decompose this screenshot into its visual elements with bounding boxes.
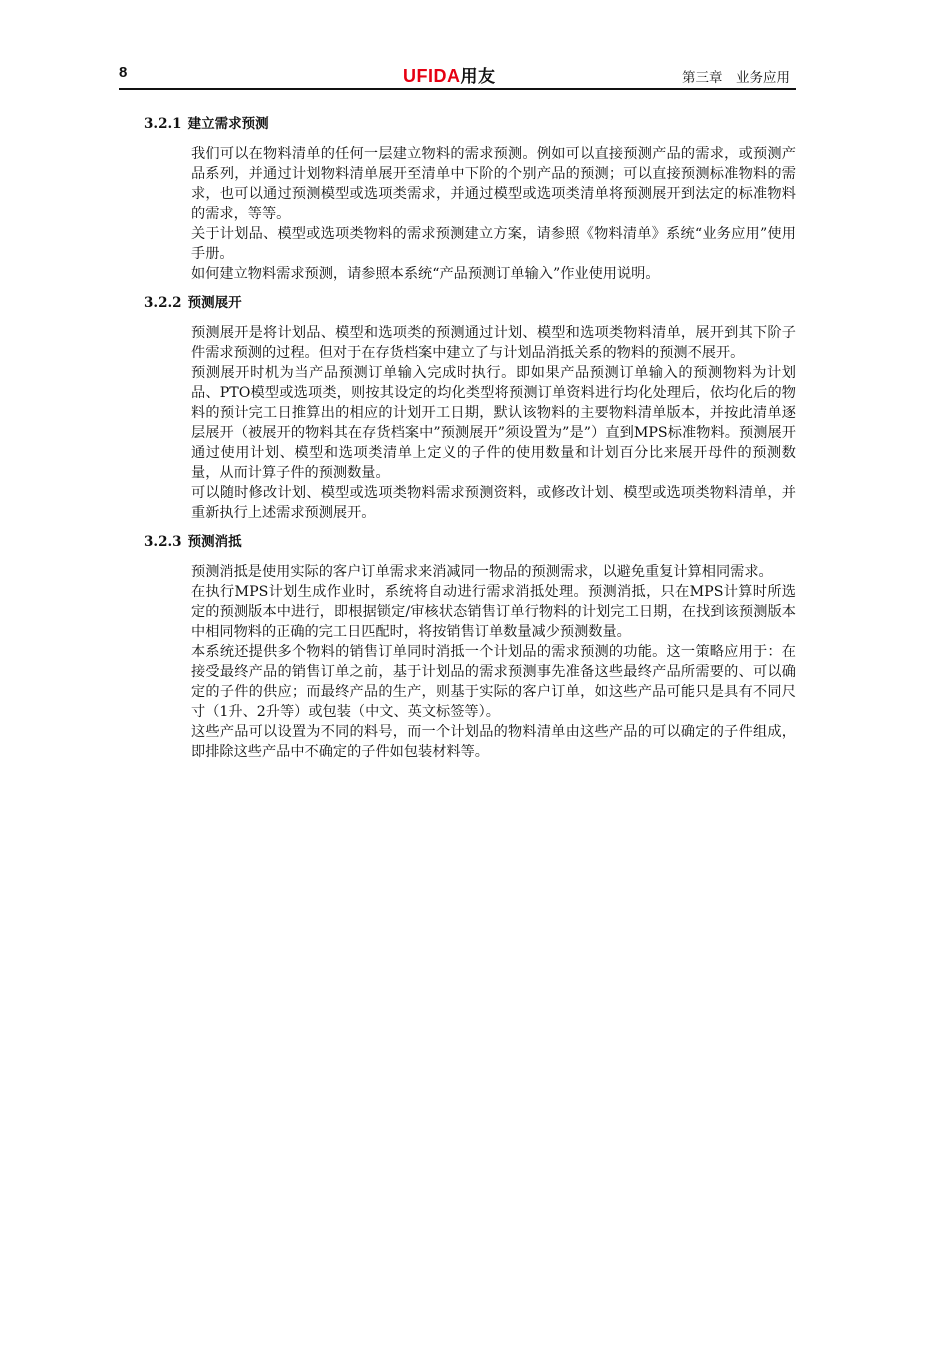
paragraph: 我们可以在物料清单的任何一层建立物料的需求预测。例如可以直接预测产品的需求，或预测产品系列，并通过计划物料清单展开至清单中下阶的个别产品的预测；可以直接预测标准物料的需求，也可以通过预测模型或选项类需求，并通过模型或选项类清单将预测展开到法定的标准物料的需求，等等。 bbox=[191, 146, 796, 222]
section-body bbox=[191, 323, 796, 523]
page-content bbox=[144, 114, 796, 771]
section-body bbox=[191, 144, 796, 284]
section-heading bbox=[144, 114, 796, 134]
paragraph: 预测消抵是使用实际的客户订单需求来消减同一物品的预测需求，以避免重复计算相同需求。 bbox=[191, 564, 773, 580]
section-title: 预测展开 bbox=[187, 295, 242, 311]
section-title: 建立需求预测 bbox=[187, 116, 269, 132]
section-number: 3.2.2 bbox=[144, 295, 182, 311]
paragraph: 本系统还提供多个物料的销售订单同时消抵一个计划品的需求预测的功能。这一策略应用于：在接受最终产品的销售订单之前，基于计划品的需求预测事先准备这些最终产品所需要的、可以确定的子件的供应；而最终产品的生产，则基于实际的客户订单，如这些产品可能只是具有不同尺寸（1升、2升等）或包装（中文、英文标签等）。 bbox=[191, 644, 796, 720]
page-number: 8 bbox=[119, 64, 128, 81]
header-rule bbox=[119, 88, 796, 90]
section-body bbox=[191, 562, 796, 762]
brand-cjk: 用友 bbox=[460, 67, 496, 86]
paragraph: 关于计划品、模型或选项类物料的需求预测建立方案，请参照《物料清单》系统“业务应用”使用手册。 bbox=[191, 226, 796, 262]
chapter-title: 第三章 业务应用 bbox=[682, 70, 790, 86]
paragraph: 这些产品可以设置为不同的料号，而一个计划品的物料清单由这些产品的可以确定的子件组成，即排除这些产品中不确定的子件如包装材料等。 bbox=[191, 724, 796, 760]
brand-latin: UFIDA bbox=[403, 66, 461, 86]
page-header bbox=[119, 62, 796, 90]
paragraph: 预测展开时机为当产品预测订单输入完成时执行。即如果产品预测订单输入的预测物料为计划品、PTO模型或选项类，则按其设定的均化类型将预测订单资料进行均化处理后，依均化后的物料的预计完工日推算出的相应的计划开工日期，默认该物料的主要物料清单版本，并按此清单逐层展开（被展开的物料其在存货档案中”预测展开”须设置为”是”）直到MPS标准物料。预测展开通过使用计划、模型和选项类清单上定义的子件的使用数量和计划百分比来展开母件的预测数量，从而计算子件的预测数量。 bbox=[191, 365, 796, 481]
paragraph: 如何建立物料需求预测，请参照本系统“产品预测订单输入”作业使用说明。 bbox=[191, 266, 660, 282]
section-title: 预测消抵 bbox=[187, 534, 242, 550]
section-heading bbox=[144, 293, 796, 313]
brand-logo bbox=[403, 62, 496, 87]
section-number: 3.2.3 bbox=[144, 534, 182, 550]
paragraph: 预测展开是将计划品、模型和选项类的预测通过计划、模型和选项类物料清单，展开到其下阶子件需求预测的过程。但对于在存货档案中建立了与计划品消抵关系的物料的预测不展开。 bbox=[191, 325, 796, 361]
section-heading bbox=[144, 532, 796, 552]
section-number: 3.2.1 bbox=[144, 116, 182, 132]
paragraph: 可以随时修改计划、模型或选项类物料需求预测资料，或修改计划、模型或选项类物料清单，并重新执行上述需求预测展开。 bbox=[191, 485, 796, 521]
paragraph: 在执行MPS计划生成作业时，系统将自动进行需求消抵处理。预测消抵，只在MPS计算时所选定的预测版本中进行，即根据锁定/审核状态销售订单行物料的计划完工日期，在找到该预测版本中相同物料的正确的完工日匹配时，将按销售订单数量减少预测数量。 bbox=[191, 584, 796, 640]
